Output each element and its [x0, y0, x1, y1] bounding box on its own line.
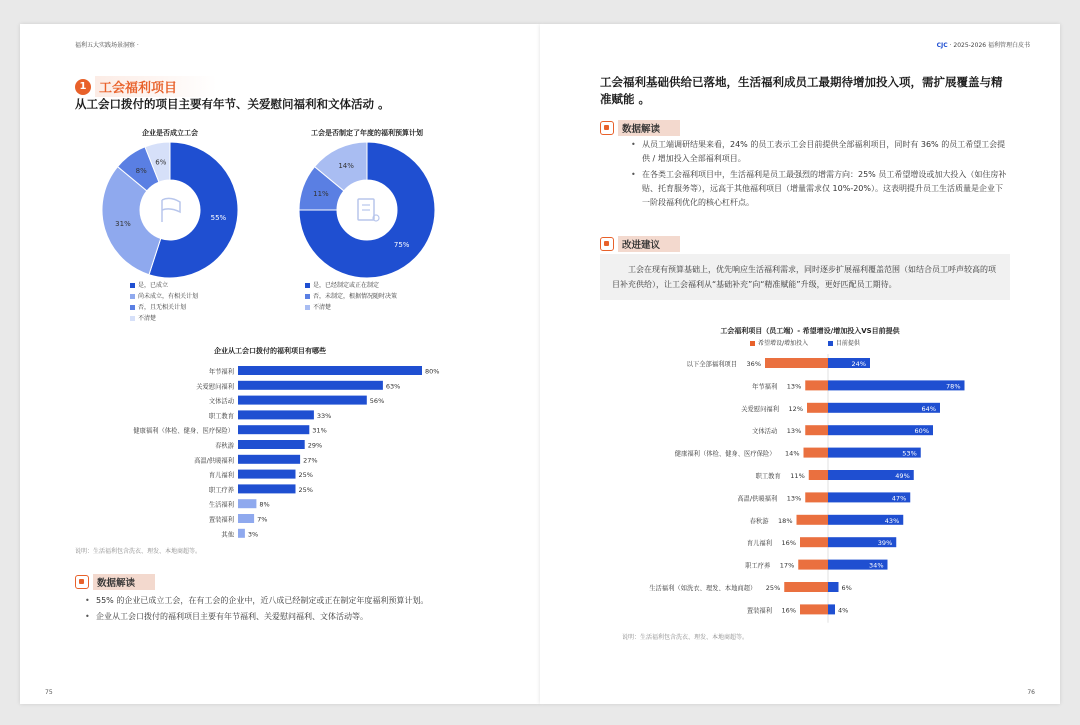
improvement-tag	[600, 236, 680, 252]
right-page	[540, 24, 1060, 704]
left-subtitle: 从工会口拨付的项目主要有年节、关爱慰问福利和文体活动 。	[75, 97, 390, 111]
donut2-title: 工会是否制定了年度的福利预算计划	[311, 129, 423, 137]
data-interpretation-tag	[75, 574, 155, 590]
document-icon	[358, 199, 379, 221]
value-label: 63%	[385, 382, 401, 391]
value-label: 25%	[298, 471, 313, 480]
bar-wish	[809, 470, 828, 480]
value-label: 7%	[257, 515, 268, 524]
bullet-item: • 55% 的企业已成立工会，在有工会的企业中，近八成已经制定或正在制定年度福利预算计划。	[82, 594, 502, 608]
slice-label: 31%	[115, 220, 131, 229]
legend-label: 目前提供	[835, 340, 860, 347]
legend-swatch	[130, 294, 135, 299]
value-label: 25%	[765, 584, 781, 592]
right-note: 说明：生活福利包含洗衣、理发、本地商超等。	[622, 634, 749, 641]
legend-label: 不清楚	[313, 304, 332, 311]
legend-swatch	[305, 294, 310, 299]
value-label: 64%	[921, 404, 936, 413]
bar-wish	[784, 582, 828, 592]
category-label: 健康福利（体检、健身、医疗保险）	[133, 427, 234, 435]
legend-item	[130, 280, 198, 291]
section-title-text: 工会福利项目	[95, 76, 217, 97]
legend-swatch	[130, 316, 135, 321]
diverging-chart-title: 工会福利项目（员工端）- 希望增设/增加投入VS目前提供	[720, 327, 900, 335]
bar-wish	[765, 358, 828, 368]
bar	[238, 514, 254, 523]
category-label: 其他	[221, 531, 234, 539]
donut1-title: 企业是否成立工会	[142, 129, 198, 137]
bar	[238, 425, 309, 434]
category-label: 职工疗养	[745, 562, 771, 570]
value-label: 36%	[746, 360, 761, 368]
bar-current	[828, 582, 839, 592]
category-label: 春秋游	[215, 442, 234, 450]
legend-item	[130, 302, 198, 313]
chart-icon	[600, 121, 614, 135]
bar	[238, 381, 383, 390]
value-label: 12%	[788, 404, 803, 413]
bar-wish	[804, 448, 829, 458]
legend-swatch	[305, 305, 310, 310]
category-label: 职工教育	[755, 473, 781, 480]
value-label: 17%	[779, 561, 795, 570]
category-label: 职工疗养	[208, 486, 234, 494]
category-label: 育儿福利	[208, 472, 234, 480]
donut-chart-union	[90, 140, 250, 280]
value-label: 13%	[786, 494, 802, 503]
bar-current	[828, 380, 965, 390]
tag-label: 数据解读	[618, 120, 680, 136]
bar	[238, 470, 296, 479]
bar-chart-union-items	[60, 360, 500, 550]
value-label: 39%	[877, 539, 893, 548]
legend-label: 否，未制定，根据情况随时决策	[313, 293, 398, 300]
slice-label: 14%	[338, 162, 354, 171]
category-label: 生活福利	[208, 501, 234, 509]
value-label: 16%	[781, 606, 796, 615]
right-header	[937, 40, 1030, 49]
left-header: 福利五大实践场景洞察 ·	[75, 42, 139, 49]
legend-label: 是，已成立	[138, 282, 169, 289]
legend-swatch	[305, 283, 310, 288]
category-label: 健康福利（体检、健身、医疗保险）	[674, 450, 776, 458]
tag-label: 改进建议	[618, 236, 680, 252]
diverging-bar-chart	[560, 354, 1030, 624]
value-label: 18%	[778, 516, 793, 525]
value-label: 24%	[851, 360, 866, 368]
value-label: 25%	[298, 485, 313, 494]
legend-label: 否，且无相关计划	[138, 304, 187, 311]
legend-item	[130, 291, 198, 302]
bar-wish	[797, 515, 829, 525]
value-label: 14%	[785, 449, 800, 458]
left-bullets	[82, 594, 502, 626]
right-headline: 工会福利基础供给已落地，生活福利成员工最期待增加投入项，需扩展覆盖与精准赋能 。	[600, 75, 1003, 106]
section-title	[75, 76, 217, 97]
legend-label: 不清楚	[138, 315, 157, 322]
bullet-item: • 从员工端调研结果来看，24% 的员工表示工会目前提供全部福利项目，同时有 36% 的员工希望工会提供 / 增加投入全部福利项目。	[628, 138, 1008, 166]
value-label: 29%	[307, 441, 323, 450]
legend-item	[305, 302, 397, 313]
legend-item	[305, 291, 397, 302]
value-label: 16%	[781, 539, 796, 548]
right-header-text: · 2025-2026 福利管理白皮书	[949, 42, 1030, 49]
value-label: 4%	[838, 606, 849, 615]
category-label: 春秋游	[749, 517, 769, 525]
bar-wish	[807, 403, 828, 413]
bar	[238, 455, 300, 464]
bar-wish	[805, 492, 828, 502]
tag-label: 数据解读	[93, 574, 155, 590]
flag-icon	[162, 198, 180, 222]
category-label: 以下全部福利项目	[686, 361, 737, 368]
bar	[238, 484, 296, 493]
value-label: 13%	[786, 382, 802, 391]
category-label: 生活福利（如洗衣、理发、本地商超）	[649, 585, 757, 592]
bar	[238, 396, 367, 405]
value-label: 31%	[312, 426, 327, 435]
chart-icon	[75, 575, 89, 589]
legend-swatch-orange	[750, 341, 755, 346]
value-label: 60%	[914, 427, 929, 436]
category-label: 职工教育	[208, 412, 234, 420]
category-label: 高温/供暖福利	[194, 457, 234, 465]
value-label: 34%	[869, 561, 884, 570]
donut-chart-budget	[287, 140, 447, 280]
section-number-badge: 1	[75, 79, 91, 95]
category-label: 年节福利	[208, 368, 234, 376]
category-label: 置装福利	[746, 607, 772, 615]
suggestion-icon	[600, 237, 614, 251]
left-page	[20, 24, 540, 704]
category-label: 高温/供暖福利	[737, 495, 778, 503]
legend-swatch	[130, 305, 135, 310]
slice-label: 55%	[210, 214, 227, 223]
value-label: 78%	[946, 382, 961, 391]
legend-label: 希望增设/增加投入	[758, 340, 809, 347]
bar-wish	[805, 425, 828, 435]
category-label: 文体活动	[752, 428, 778, 436]
bar	[238, 499, 256, 508]
bar-wish	[800, 604, 828, 614]
bar	[238, 410, 314, 419]
bar	[238, 366, 422, 375]
data-interpretation-tag	[600, 120, 680, 136]
category-label: 关爱慰问福利	[196, 383, 234, 391]
value-label: 80%	[425, 367, 440, 376]
category-label: 关爱慰问福利	[741, 405, 779, 413]
slice-label: 11%	[313, 189, 329, 198]
bar-wish	[805, 380, 828, 390]
value-label: 13%	[786, 427, 802, 436]
bar	[238, 440, 305, 449]
value-label: 11%	[790, 472, 805, 480]
diverging-legend	[750, 338, 860, 349]
category-label: 文体活动	[208, 398, 234, 406]
page-number: 75	[45, 689, 53, 696]
left-note: 说明：生活福利包含洗衣、理发、本地商超等。	[75, 548, 202, 555]
legend-label: 是，已经制定或正在制定	[313, 282, 380, 289]
category-label: 育儿福利	[746, 540, 772, 548]
bullet-item: • 企业从工会口拨付的福利项目主要有年节福利、关爱慰问福利、文体活动等。	[82, 610, 502, 624]
legend-swatch	[130, 283, 135, 288]
bar-chart-title: 企业从工会口拨付的福利项目有哪些	[214, 347, 326, 355]
value-label: 6%	[841, 584, 852, 592]
bullet-item: • 在各类工会福利项目中，生活福利是员工最强烈的增需方向：25% 员工希望增设或加大投入（如住房补贴、托育服务等），远高于其他福利项目（增量需求仅 10%-20%）。这表明提升员工生活质量是企业下一阶段福利优化的核心杠杆点。	[628, 168, 1008, 210]
donut2-legend	[305, 280, 397, 313]
bar	[238, 529, 245, 538]
slice-label: 75%	[393, 241, 410, 250]
bar-current	[828, 604, 835, 614]
value-label: 27%	[303, 456, 318, 465]
category-label: 置装福利	[208, 516, 234, 524]
slice-label: 6%	[155, 158, 167, 167]
cjc-logo: CJC	[936, 42, 948, 49]
legend-swatch-blue	[828, 341, 833, 346]
legend-item	[130, 313, 198, 324]
bar-wish	[798, 560, 828, 570]
value-label: 56%	[369, 397, 385, 406]
advice-box: 工会在现有预算基础上，优先响应生活福利需求，同时逐步扩展福利覆盖范围（如结合员工呼声较高的项目补充供给），让工会福利从“基础补充”向“精准赋能”升级，更好匹配员工期待。	[600, 254, 1010, 300]
value-label: 49%	[895, 472, 910, 480]
donut1-legend	[130, 280, 198, 324]
value-label: 47%	[891, 494, 907, 503]
legend-label: 尚未成立，有相关计划	[138, 293, 199, 300]
value-label: 8%	[259, 500, 270, 509]
page-number: 76	[1027, 689, 1035, 696]
legend-item	[305, 280, 397, 291]
value-label: 3%	[247, 530, 259, 539]
value-label: 33%	[316, 411, 332, 420]
slice-label: 8%	[135, 166, 147, 175]
value-label: 53%	[902, 449, 917, 458]
bar-wish	[800, 537, 828, 547]
category-label: 年节福利	[752, 383, 778, 391]
value-label: 43%	[884, 516, 900, 525]
right-bullets	[628, 138, 1008, 212]
